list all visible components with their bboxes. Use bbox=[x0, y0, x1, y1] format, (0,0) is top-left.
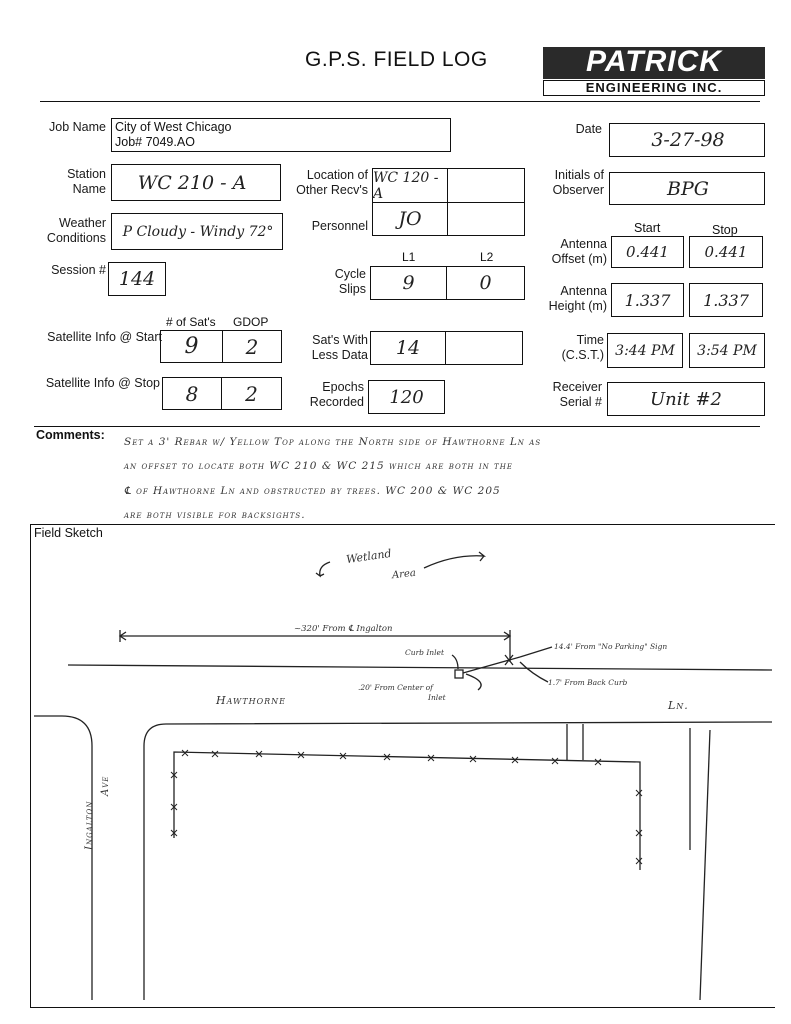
ave-label: Ave bbox=[100, 775, 111, 796]
logo-bottom-text: ENGINEERING INC. bbox=[543, 80, 765, 96]
leader-back-curb bbox=[520, 662, 548, 682]
field-sketch-label: Field Sketch bbox=[34, 526, 103, 540]
sat-stop-label: Satellite Info @ Stop bbox=[45, 376, 160, 390]
page-title: G.P.S. FIELD LOG bbox=[305, 48, 488, 71]
cycle-l1-value: 9 bbox=[402, 272, 415, 294]
fence-x-1 bbox=[182, 750, 188, 756]
leader-curb-inlet bbox=[452, 655, 458, 669]
dimension-label: ~320' From ℄ Ingalton bbox=[294, 624, 393, 634]
inlet-center-label: .20' From Center of bbox=[358, 683, 433, 692]
weather-label: Weather Conditions bbox=[46, 216, 106, 245]
antenna-height-label: Antenna Height (m) bbox=[548, 284, 607, 313]
fence-x-11 bbox=[595, 759, 601, 765]
logo-top-text: PATRICK bbox=[543, 47, 765, 79]
station-value: WC 210 - A bbox=[137, 171, 247, 194]
leader-no-parking bbox=[520, 647, 552, 657]
offset-line bbox=[463, 657, 520, 673]
wetland-label: Wetland bbox=[345, 546, 393, 567]
ingalton-east-curb bbox=[144, 722, 772, 1000]
epochs-label: Epochs Recorded bbox=[309, 380, 364, 409]
leader-inlet-center bbox=[466, 674, 481, 690]
station-label: Station Name bbox=[67, 167, 106, 196]
antenna-height-start-value: 1.337 bbox=[624, 290, 671, 310]
stop-header: Stop bbox=[712, 223, 738, 237]
no-parking-label: 14.4' From "No Parking" Sign bbox=[554, 642, 668, 651]
comments-line3: ℄ of Hawthorne Ln and obstructed by trees. WC 200 & WC 205 bbox=[124, 485, 501, 497]
fence-x-2 bbox=[212, 751, 218, 757]
fence-line bbox=[174, 752, 640, 870]
l2-header: L2 bbox=[480, 250, 494, 264]
ln-label: Ln. bbox=[668, 699, 689, 712]
sat-start-label: Satellite Info @ Start bbox=[47, 330, 162, 344]
session-label: Session # bbox=[51, 263, 106, 277]
sat-start-gdop-value: 2 bbox=[245, 334, 259, 359]
cycle-l2-value: 0 bbox=[479, 272, 492, 294]
receiver-value: Unit #2 bbox=[649, 388, 722, 410]
receiver-label: Receiver Serial # bbox=[552, 380, 602, 409]
session-value: 144 bbox=[118, 268, 156, 290]
comments-line2: an offset to locate both WC 210 & WC 215 which are both in the bbox=[124, 460, 513, 472]
date-value: 3-27-98 bbox=[651, 129, 725, 151]
initials-value: BPG bbox=[667, 177, 709, 200]
cycle-slips-label: Cycle Slips bbox=[334, 267, 366, 296]
ingalton-west-curb bbox=[62, 716, 92, 1000]
antenna-offset-label: Antenna Offset (m) bbox=[551, 237, 607, 266]
time-stop-value: 3:54 PM bbox=[697, 342, 757, 359]
fence-x-12 bbox=[636, 790, 642, 796]
comments-line1: Set a 3' Rebar w/ Yellow Top along the North side of Hawthorne Ln as bbox=[124, 436, 542, 448]
wetland-arrow-right bbox=[424, 552, 484, 568]
wetland-area-label: Area bbox=[391, 567, 417, 582]
date-label: Date bbox=[575, 122, 602, 136]
personnel-value: JO bbox=[398, 208, 422, 230]
rebar-mark bbox=[505, 655, 513, 665]
fence-x-13 bbox=[636, 830, 642, 836]
sat-stop-gdop-value: 2 bbox=[245, 381, 258, 406]
job-name-label: Job Name bbox=[49, 120, 106, 134]
antenna-offset-start-value: 0.441 bbox=[626, 243, 669, 261]
time-label: Time (C.S.T.) bbox=[561, 333, 604, 362]
start-header: Start bbox=[634, 221, 661, 235]
curb-inlet-label: Curb Inlet bbox=[405, 648, 444, 657]
hawthorne-label: Hawthorne bbox=[216, 694, 287, 707]
back-curb-label: 1.7' From Back Curb bbox=[548, 678, 628, 687]
antenna-offset-stop-value: 0.441 bbox=[704, 243, 748, 261]
side-street-east-curb bbox=[700, 730, 710, 1000]
ingalton-label: Ingalton bbox=[84, 800, 95, 850]
sats-header: # of Sat's bbox=[166, 315, 216, 329]
comments-label: Comments: bbox=[36, 428, 105, 442]
location-value: WC 120 - A bbox=[373, 169, 439, 202]
hawthorne-north-edge bbox=[68, 665, 772, 670]
weather-value: P Cloudy - Windy 72° bbox=[122, 223, 274, 240]
initials-label: Initials of Observer bbox=[552, 168, 604, 197]
sat-start-sats-value: 9 bbox=[184, 334, 199, 359]
antenna-height-stop-value: 1.337 bbox=[703, 290, 749, 310]
curb-inlet-symbol bbox=[455, 670, 463, 678]
gdop-header: GDOP bbox=[233, 315, 269, 329]
sat-stop-sats-value: 8 bbox=[185, 381, 199, 406]
time-start-value: 3:44 PM bbox=[615, 342, 675, 359]
personnel-label: Personnel bbox=[311, 219, 368, 233]
less-data-label: Sat's With Less Data bbox=[311, 333, 368, 362]
job-name-line2: Job# 7049.AO bbox=[115, 135, 195, 149]
inlet-center-label-2: Inlet bbox=[428, 693, 446, 702]
comments-line4: are both visible for backsights. bbox=[124, 509, 306, 521]
job-name-line1: City of West Chicago bbox=[115, 120, 232, 134]
epochs-value: 120 bbox=[389, 386, 424, 408]
less-data-value: 14 bbox=[395, 337, 421, 359]
fence-x-10 bbox=[552, 758, 558, 764]
location-label: Location of Other Recv's bbox=[296, 168, 368, 197]
l1-header: L1 bbox=[402, 250, 416, 264]
wetland-arrow-left bbox=[316, 562, 330, 576]
fence-x-14 bbox=[636, 858, 642, 864]
